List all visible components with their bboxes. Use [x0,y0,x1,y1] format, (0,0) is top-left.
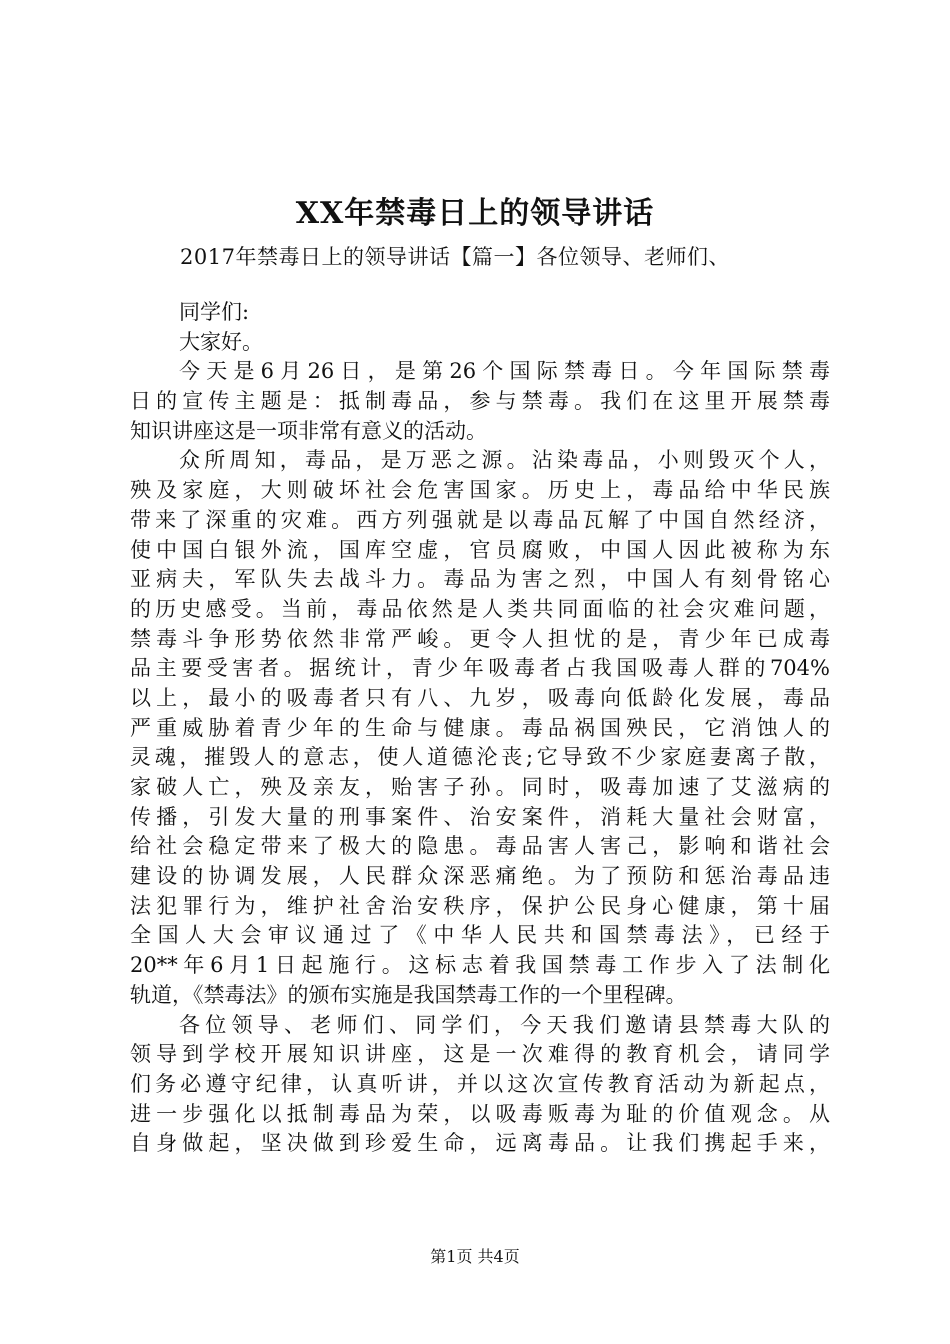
body-line: 自身做起，坚决做到珍爱生命，远离毒品。让我们携起手来， [130,1131,830,1156]
body-line: 法犯罪行为，维护社舍治安秩序，保护公民身心健康，第十届 [130,893,830,918]
body-line: 给社会稳定带来了极大的隐患。毒品害人害己，影响和谐社会 [130,834,830,859]
body-line: 使中国白银外流，国库空虚，官员腐败，中国人因此被称为东 [130,537,830,562]
body-line: 以上，最小的吸毒者只有八、九岁，吸毒向低龄化发展，毒品 [130,685,830,710]
body-line: 知识讲座这是一项非常有意义的活动。 [130,418,487,443]
body-line: 们务必遵守纪律，认真听讲，并以这次宣传教育活动为新起点， [130,1071,830,1096]
body-line: 的历史感受。当前，毒品依然是人类共同面临的社会灾难问题， [130,596,830,621]
body-line: 带来了深重的灾难。西方列强就是以毒品瓦解了中国自然经济， [130,507,830,532]
body-line: 殃及家庭，大则破坏社会危害国家。历史上，毒品给中华民族 [130,478,830,503]
body-line: 建设的协调发展，人民群众深恶痛绝。为了预防和惩治毒品违 [130,864,830,889]
body-line: 灵魂，摧毁人的意志，使人道德沦丧;它导致不少家庭妻离子散， [130,745,830,770]
body-line: 进一步强化以抵制毒品为荣，以吸毒贩毒为耻的价值观念。从 [130,1101,830,1126]
document-title: XX年禁毒日上的领导讲话 [295,196,655,231]
body-line: 20**年6月1日起施行。这标志着我国禁毒工作步入了法制化 [130,953,830,978]
body-line: 禁毒斗争形势依然非常严峻。更令人担忧的是，青少年已成毒 [130,626,830,651]
document-subtitle: 2017年禁毒日上的领导讲话【篇一】各位领导、老师们、 [180,245,730,269]
body-line: 领导到学校开展知识讲座，这是一次难得的教育机会，请同学 [130,1042,830,1067]
body-line: 全国人大会审议通过了《中华人民共和国禁毒法》，已经于 [130,923,830,948]
body-line: 同学们: [179,300,250,324]
body-line: 家破人亡，殃及亲友，贻害子孙。同时，吸毒加速了艾滋病的 [130,775,830,799]
body-line: 日的宣传主题是：抵制毒品，参与禁毒。我们在这里开展禁毒 [130,389,830,414]
document-body [130,298,830,1159]
body-line: 轨道，《禁毒法》的颁布实施是我国禁毒工作的一个里程碑。 [130,982,687,1007]
body-line: 严重威胁着青少年的生命与健康。毒品祸国殃民，它消蚀人的 [130,715,830,740]
body-line: 众所周知，毒品，是万恶之源。沾染毒品，小则毁灭个人， [179,448,830,473]
page-footer: 第1页 共4页 [430,1247,520,1266]
body-line: 传播，引发大量的刑事案件、治安案件，消耗大量社会财富， [130,804,830,829]
body-line: 品主要受害者。据统计，青少年吸毒者占我国吸毒人群的704% [130,656,830,681]
body-line: 大家好。 [179,329,263,354]
body-line: 各位领导、老师们、同学们，今天我们邀请县禁毒大队的 [179,1012,830,1037]
body-line: 亚病夫，军队失去战斗力。毒品为害之烈，中国人有刻骨铭心 [130,567,830,592]
body-line: 今天是6月26日，是第26个国际禁毒日。今年国际禁毒 [179,359,830,384]
